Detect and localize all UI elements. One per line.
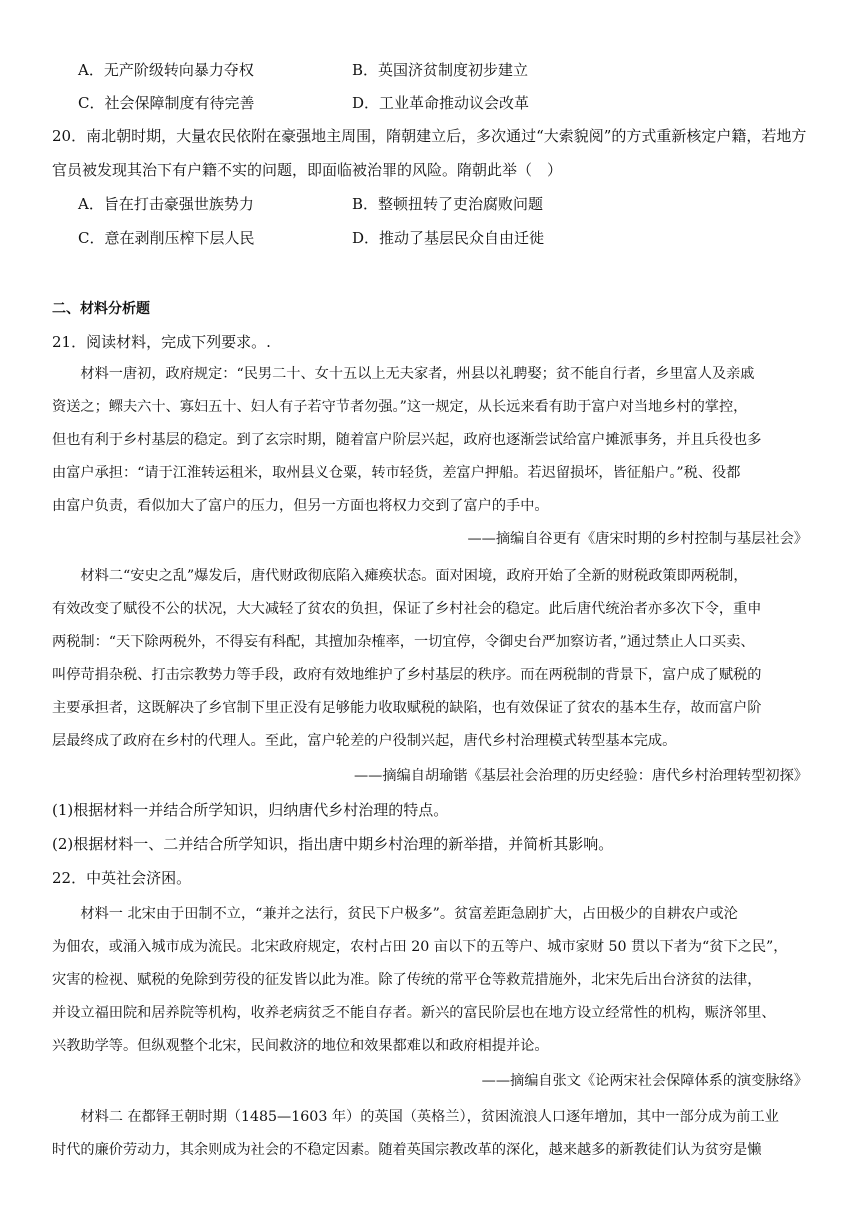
q21-material2-line: 主要承担者，这既解决了乡官制下里正没有足够能力收取赋税的缺陷，也有效保证了贫农的基本生存，故而富户阶 [52, 700, 762, 716]
q21-material1-line: 由富户负责，看似加大了富户的压力，但另一方面也将权力交到了富户的手中。 [52, 498, 549, 514]
q22-material1-line: 兴教助学等。但纵观整个北宋，民间救济的地位和效果都难以和政府相提并论。 [52, 1038, 549, 1054]
q21-material2-line: 材料二“安史之乱”爆发后，唐代财政彻底陷入瘫痪状态。面对困境，政府开始了全新的财税政策即两税制， [52, 568, 748, 584]
q21-question-2: (2)根据材料一、二并结合所学知识，指出唐中期乡村治理的新举措，并简析其影响。 [52, 835, 614, 853]
q21-material2-line: 层最终成了政府在乡村的代理人。至此，富户轮差的户役制兴起，唐代乡村治理模式转型基本完成。 [52, 733, 677, 749]
q19-option-d: D．工业革命推动议会改革 [352, 94, 530, 112]
q21-material2-source: ——摘编自胡瑜锴《基层社会治理的历史经验：唐代乡村治理转型初探》 [353, 768, 808, 784]
q20-option-c: C．意在剥削压榨下层人民 [78, 229, 255, 247]
q20-option-b: B．整顿扭转了吏治腐败问题 [352, 195, 544, 213]
q22-stem: 22．中英社会济困。 [52, 869, 192, 887]
q22-material2-line: 材料二 在都铎王朝时期（1485—1603 年）的英国（英格兰），贫困流浪人口逐年增加，其中一部分成为前工业 [52, 1109, 779, 1125]
q22-material2-line: 时代的廉价劳动力，其余则成为社会的不稳定因素。随着英国宗教改革的深化，越来越多的新教徒们认为贫穷是懒 [52, 1142, 762, 1158]
q19-option-c: C．社会保障制度有待完善 [78, 94, 255, 112]
q20-option-d: D．推动了基层民众自由迁徙 [352, 229, 545, 247]
q21-stem: 21．阅读材料，完成下列要求。. [52, 333, 271, 351]
q19-option-b: B．英国济贫制度初步建立 [352, 61, 529, 79]
q22-material1-line: 为佃农，或涌入城市成为流民。北宋政府规定，农村占田 20 亩以下的五等户、城市家财 50 贯以下者为“贫下之民”， [52, 939, 788, 955]
q21-material2-line: 叫停苛捐杂税、打击宗教势力等手段，政府有效地维护了乡村基层的秩序。而在两税制的背景下，富户成了赋税的 [52, 667, 762, 683]
q21-material1-line: 但也有利于乡村基层的稳定。到了玄宗时期，随着富户阶层兴起，政府也逐渐尝试给富户摊派事务，并且兵役也多 [52, 432, 762, 448]
q21-material1-line: 由富户承担：“请于江淮转运租米，取州县义仓粟，转市轻货，差富户押船。若迟留损坏，皆征船户。”税、役都 [52, 465, 741, 481]
q21-material1-source: ——摘编自谷更有《唐宋时期的乡村控制与基层社会》 [467, 531, 808, 547]
q22-material1-line: 材料一 北宋由于田制不立，“兼并之法行，贫民下户极多”。贫富差距急剧扩大，占田极少的自耕农户或沦 [52, 906, 738, 922]
q20-option-a: A．旨在打击豪强世族势力 [78, 195, 254, 213]
q22-material1-line: 并设立福田院和居养院等机构，收养老病贫乏不能自存者。新兴的富民阶层也在地方设立经常性的机构，赈济邻里、 [52, 1005, 776, 1021]
q22-material1-line: 灾害的检视、赋税的免除到劳役的征发皆以此为准。除了传统的常平仓等救荒措施外，北宋先后出台济贫的法律， [52, 972, 762, 988]
q21-material1-line: 材料一唐初，政府规定：“民男二十、女十五以上无夫家者，州县以礼聘娶；贫不能自行者，乡里富人及亲戚 [52, 366, 755, 382]
q20-stem-line-2: 官员被发现其治下有户籍不实的问题，即面临被治罪的风险。隋朝此举（ ） [52, 161, 563, 179]
q21-material2-line: 有效改变了赋役不公的状况，大大减轻了贫农的负担，保证了乡村社会的稳定。此后唐代统治者亦多次下令，重申 [52, 601, 762, 617]
q21-material1-line: 资送之；鳏夫六十、寡妇五十、妇人有子若守节者勿强。”这一规定，从长远来看有助于富户对当地乡村的掌控， [52, 399, 748, 415]
section-title: 二、材料分析题 [52, 301, 150, 317]
q21-question-1: (1)根据材料一并结合所学知识，归纳唐代乡村治理的特点。 [52, 801, 449, 819]
q22-material1-source: ——摘编自张文《论两宋社会保障体系的演变脉络》 [481, 1073, 808, 1089]
q19-option-a: A．无产阶级转向暴力夺权 [78, 61, 254, 79]
q21-material2-line: 两税制：“天下除两税外，不得妄有科配，其擅加杂榷率，一切宜停，令御史台严加察访者，”通过禁止人口买卖、 [52, 634, 755, 650]
q20-stem-line-1: 20．南北朝时期，大量农民依附在豪强地主周围，隋朝建立后，多次通过“大索貌阅”的方式重新核定户籍，若地方 [52, 127, 807, 145]
